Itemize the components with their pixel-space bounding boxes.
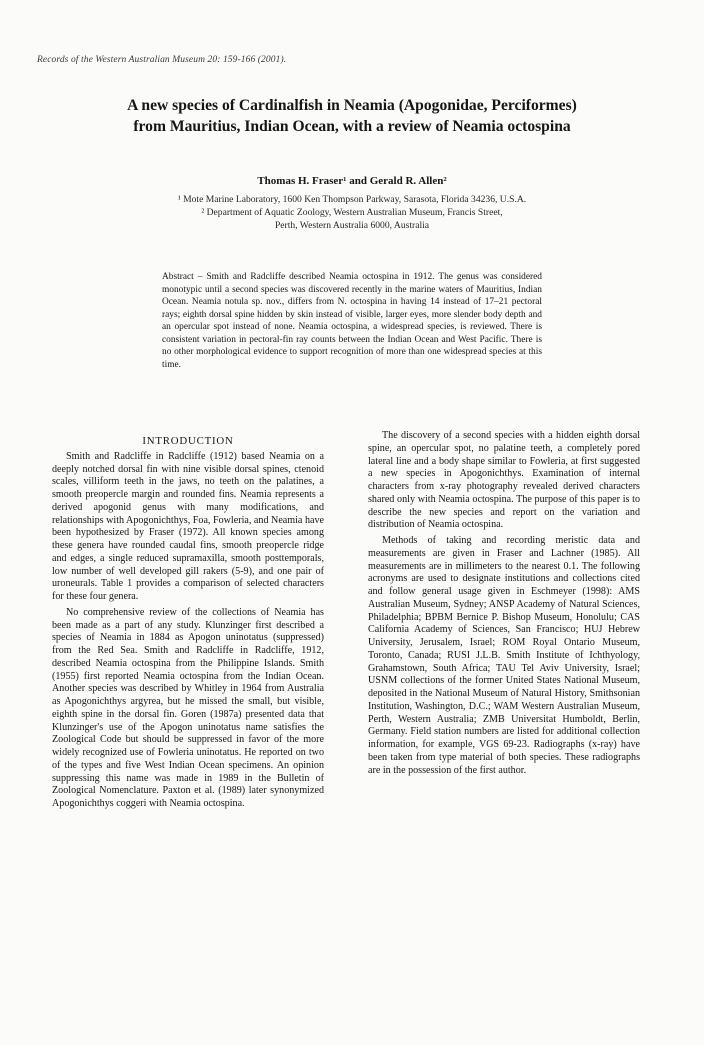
running-head: Records of the Western Australian Museum 20: 159-166 (2001). [37, 55, 287, 65]
intro-paragraph-1: Smith and Radcliffe in Radcliffe (1912) based Neamia on a deeply notched dorsal fin with nine visible dorsal spines, ctenoid scales, villiform teeth in the jaws, no teeth on the palatines, a smooth preopercle margin and rounded fins. Neamia represents a derived apogonid genus with many modifications, and relationships with Apogonichthys, Foa, Fowleria, and Neamia have been hypothesized by Fraser (1972). All known species among these genera have rounded caudal fins, smooth preopercle ridge and edges, a single reduced supramaxilla, smooth posttemporals, low number of well developed gill rakers (5-9), and one pair of uroneurals. Table 1 provides a comparison of selected characters for these four genera. [52, 450, 324, 602]
affiliation-2: ² Department of Aquatic Zoology, Western Australian Museum, Francis Street, [201, 207, 503, 219]
title-line-1: A new species of Cardinalfish in Neamia (Apogonidae, Perciformes) [127, 97, 577, 114]
right-paragraph-1: The discovery of a second species with a hidden eighth dorsal spine, an opercular spot, no palatine teeth, a completely pored lateral line and a body shape similar to Fowleria, at first suggested a new species in Apogonichthys. Examination of internal characters from x-ray photography revealed derived characters shared only with Neamia octospina. The purpose of this paper is to describe the new species and report on the variation and distribution of Neamia octospina. [368, 430, 640, 531]
author-line: Thomas H. Fraser¹ and Gerald R. Allen² [257, 175, 447, 187]
right-paragraph-2: Methods of taking and recording meristic data and measurements are given in Fraser and Lachner (1985). All measurements are in millimeters to the nearest 0.1. The following acronyms are used to designate institutions and collections cited and follow general usage given in Eschmeyer (1998): AMS Australian Museum, Sydney; ANSP Academy of Natural Sciences, Philadelphia; BPBM Bernice P. Bishop Museum, Honolulu; CAS California Academy of Sciences, San Francisco; HUJ Hebrew University, Jerusalem, Israel; ROM Royal Ontario Museum, Toronto, Canada; RUSI J.L.B. Smith Institute of Ichthyology, Grahamstown, South Africa; TAU Tel Aviv University, Israel; USNM collections of the former United States National Museum, deposited in the National Museum of Natural History, Smithsonian Institution, Washington, D.C.; WAM Western Australian Museum, Perth, Western Australia; ZMB Universitat Humboldt, Berlin, Germany. Field station numbers are listed for additional collection information, for example, VGS 69-23. Radiographs (x-ray) have been taken from type material of both species. These radiographs are in the possession of the first author. [368, 535, 640, 776]
intro-paragraph-2: No comprehensive review of the collections of Neamia has been made as a part of any study. Klunzinger first described a species of Neamia in 1884 as Apogon uninotatus (suppressed) from the Red Sea. Smith and Radcliffe in Radcliffe, 1912, described Neamia octospina from the Philippine Islands. Smith (1955) first reported Neamia octospina from the Indian Ocean. Another species was described by Whitley in 1964 from Australia as Apogonichthys argyrea, but he missed the small, but visible, eighth spine in the dorsal fin. Goren (1987a) presented data that Klunzinger's use of the Apogon uninotatus name satisfies the Zoological Code but should be suppressed in favor of the more widely recognized use of Fowleria uninotatus. He reported on two of the types and five West Indian Ocean specimens. An opinion suppressing this name was made in 1989 in the Bulletin of Zoological Nomenclature. Paxton et al. (1989) later synonymized Apogonichthys coggeri with Neamia octospina. [52, 606, 324, 809]
left-column [52, 430, 324, 811]
title-line-2: from Mauritius, Indian Ocean, with a review of Neamia octospina [133, 118, 571, 135]
affiliations [40, 193, 664, 233]
section-heading-introduction: INTRODUCTION [142, 435, 234, 447]
affiliation-1: ¹ Mote Marine Laboratory, 1600 Ken Thompson Parkway, Sarasota, Florida 34236, U.S.A. [177, 194, 527, 205]
abstract: Abstract – Smith and Radcliffe described Neamia octospina in 1912. The genus was considered monotypic until a second species was discovered recently in the marine waters of Mauritius, Indian Ocean. Neamia notula sp. nov., differs from N. octospina in having 14 instead of 17–21 pectoral rays; eighth dorsal spine hidden by skin instead of visible, larger eyes, more slender body depth and an opercular spot instead of none. Neamia octospina, a widespread species, is reviewed. There is consistent variation in pectoral-fin ray counts between the Indian Ocean and West Pacific. There is no other morphological evidence to support recognition of more than one widespread species at this time. [162, 272, 542, 370]
right-column [368, 430, 640, 777]
article-title [40, 95, 664, 137]
affiliation-2-cont: Perth, Western Australia 6000, Australia [274, 220, 430, 232]
